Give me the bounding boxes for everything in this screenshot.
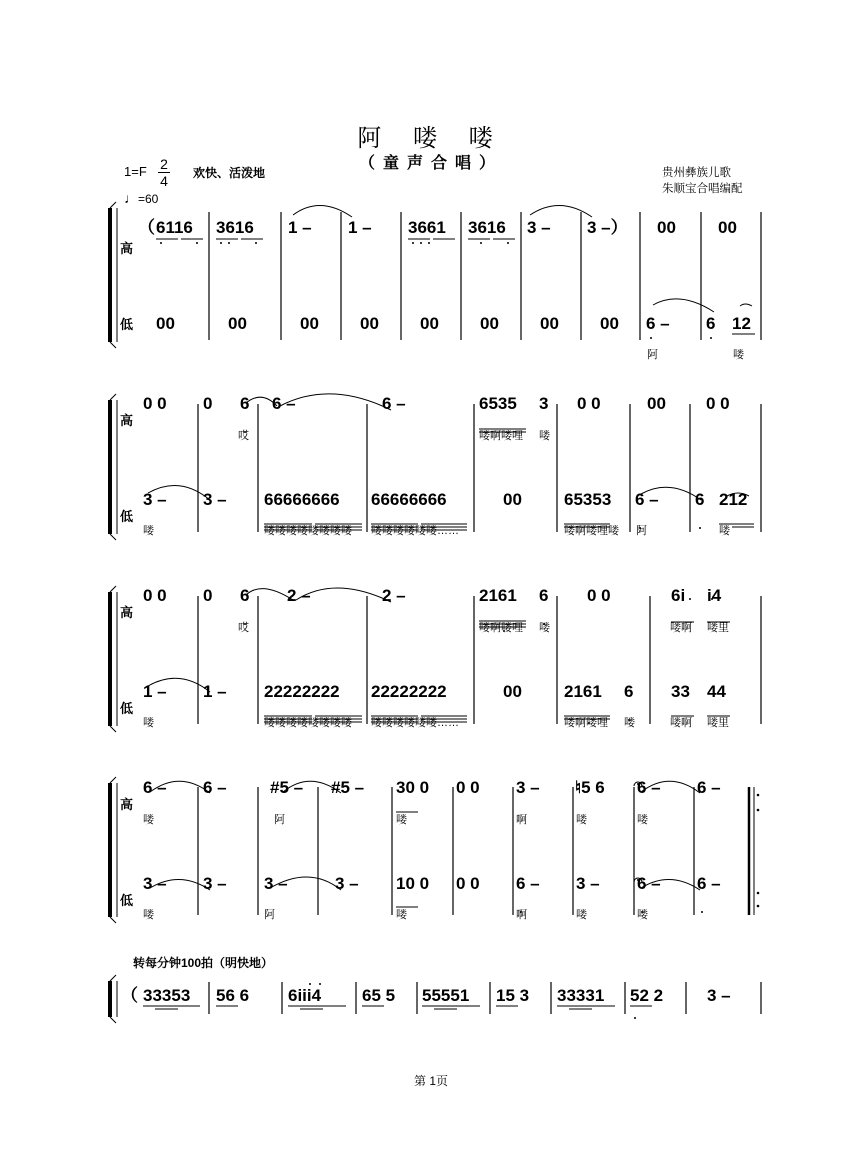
high-voice-lyric: 哎 [238,430,249,442]
voice-label-high: 高 [120,241,134,256]
quarter-note-icon: ♩ [124,190,138,206]
low-voice-lyric: 喽喽喽喽喽喽…… [371,717,459,729]
high-voice-note: 30 0 [396,778,430,797]
time-denominator: 4 [160,173,168,189]
high-voice-note: 6i [671,586,686,605]
low-voice-note: 00 [420,314,439,333]
intro-note: 65 5 [362,986,396,1005]
high-voice-note: 0 0 [456,778,480,797]
intro-note: 33331 [557,986,605,1005]
low-voice-note: 3 – [203,874,227,893]
high-voice-note: 6 – [143,778,167,797]
intro-note: 55551 [422,986,470,1005]
low-voice-note: 00 [540,314,559,333]
high-voice-lyric: 喽 [576,814,587,826]
high-voice-note: 6 [539,586,549,605]
high-voice-note: 00 [657,218,676,237]
voice-label-high: 高 [120,797,134,812]
high-voice-note: 00 [718,218,737,237]
low-voice-note: 00 [503,490,522,509]
intro-note: 15 3 [496,986,530,1005]
low-voice-lyric: 喽 [576,909,587,921]
low-voice-note: 33 [671,682,690,701]
voice-label-high: 高 [120,413,134,428]
intro-note: 56 6 [216,986,250,1005]
high-voice-lyric: 喽 [539,430,550,442]
high-voice-note: 6 – [637,778,661,797]
low-voice-lyric: 喽 [637,909,648,921]
high-voice-note: 0 [203,586,213,605]
low-voice-note: 00 [503,682,522,701]
low-voice-lyric: 阿 [264,909,275,921]
low-voice-note: 6 [695,490,705,509]
high-voice-note: 3 –） [587,218,628,237]
low-voice-note: 12 [732,314,751,333]
high-voice-lyric: 阿 [274,814,285,826]
low-voice-note: 212 [719,490,748,509]
intro-note: 52 2 [630,986,664,1005]
low-voice-note: 66666666 [371,490,447,509]
intro-note: 6iii4 [288,986,322,1005]
low-voice-note: 3 – [143,490,167,509]
low-voice-note: 00 [360,314,379,333]
low-voice-note: 6 – [516,874,540,893]
low-voice-note: 44 [707,682,726,701]
low-voice-note: 66666666 [264,490,340,509]
voice-label-high: 高 [120,605,134,620]
low-voice-note: 22222222 [264,682,340,701]
intro-note: 33353 [143,986,191,1005]
low-voice-note: 1 – [203,682,227,701]
high-voice-lyric: 喽啊喽哩 [479,430,523,442]
high-voice-note: 6 – [203,778,227,797]
low-voice-note: 6 – [697,874,721,893]
high-voice-note: 3 – [516,778,540,797]
song-subtitle: （童声合唱） [358,155,503,172]
low-voice-note: 10 0 [396,874,430,893]
low-voice-note: 0 0 [456,874,480,893]
high-voice-note: #5 – [331,778,365,797]
low-voice-note: 3 – [143,874,167,893]
high-voice-note: 2161 [479,586,517,605]
credit-source: 贵州彝族儿歌 [662,167,731,179]
high-voice-lyric: 哎 [238,622,249,634]
low-voice-lyric: 喽 [396,909,407,921]
high-voice-note: 0 0 [706,394,730,413]
high-voice-note: 2 – [382,586,406,605]
low-voice-lyric: 喽 [733,349,744,361]
high-voice-note: 0 0 [143,394,167,413]
low-voice-lyric: 喽 [624,717,635,729]
low-voice-lyric: 喽啊喽哩 [564,717,608,729]
voice-label-low: 低 [120,317,134,332]
high-voice-note: 6 [240,586,250,605]
voice-label-low: 低 [120,893,134,908]
low-voice-note: 00 [480,314,499,333]
high-voice-lyric: 啊 [516,814,527,826]
low-voice-note: 00 [156,314,175,333]
high-voice-lyric: 喽 [637,814,648,826]
low-voice-note: 22222222 [371,682,447,701]
high-voice-note: 6116 [156,218,193,237]
high-voice-note: ♮5 6 [575,778,605,797]
low-voice-lyric: 喽 [143,717,154,729]
expression-mark: 欢快、活泼地 [193,166,266,180]
high-voice-note: 0 [203,394,213,413]
high-voice-note: 3 [539,394,549,413]
high-voice-note: 6 [240,394,250,413]
low-voice-lyric: 喽喽喽喽喽喽喽喽 [264,717,352,729]
low-voice-note: 3 – [335,874,359,893]
high-voice-note: 6535 [479,394,517,413]
low-voice-note: 6 [706,314,716,333]
high-voice-lyric: 喽啊 [670,622,692,634]
low-voice-lyric: 喽里 [707,717,729,729]
high-voice-note: 6 – [382,394,406,413]
low-voice-lyric: 喽 [719,525,730,537]
high-voice-lyric: 喽 [143,814,154,826]
low-voice-note: 6 [624,682,634,701]
high-voice-note: 3616 [216,218,254,237]
high-voice-note: 0 0 [587,586,611,605]
high-voice-note: #5 – [270,778,304,797]
song-title: 阿 喽 喽 [357,124,505,152]
low-voice-note: 65353 [564,490,612,509]
low-voice-note: 00 [228,314,247,333]
high-voice-note: 6 – [697,778,721,797]
high-voice-note: 0 0 [143,586,167,605]
low-voice-note: 00 [300,314,319,333]
low-voice-note: 3 – [203,490,227,509]
high-voice-lyric: 喽 [396,814,407,826]
high-voice-lyric: 喽 [539,622,550,634]
high-voice-lyric: 喽啊喽哩 [479,622,523,634]
high-voice-lyric: 喽里 [707,622,729,634]
time-numerator: 2 [160,156,168,172]
low-voice-lyric: 啊 [516,909,527,921]
page-number: 第 1页 [413,1074,448,1088]
low-voice-note: 2161 [564,682,602,701]
low-voice-lyric: 喽喽喽喽喽喽喽喽 [264,525,352,537]
low-voice-lyric: 喽 [143,525,154,537]
high-voice-note: 3 – [527,218,551,237]
low-voice-note: 3 – [576,874,600,893]
low-voice-note: 3 – [264,874,288,893]
intro-note: 3 – [707,986,731,1005]
low-voice-lyric: 喽啊喽哩喽 [564,525,619,537]
high-voice-note: 3661 [408,218,446,237]
high-voice-note: 2 – [287,586,311,605]
tempo-change-mark: 转每分钟100拍（明快地） [133,956,274,970]
low-voice-note: 6 – [646,314,670,333]
high-voice-note: 0 0 [577,394,601,413]
voice-label-low: 低 [120,509,134,524]
low-voice-lyric: 喽喽喽喽喽喽…… [371,525,459,537]
high-voice-note: 1 – [288,218,312,237]
credit-arranger: 朱顺宝合唱编配 [662,183,743,195]
low-voice-note: 1 – [143,682,167,701]
low-voice-note: 00 [600,314,619,333]
tempo-marking: ♩=60 [124,190,159,206]
low-voice-lyric: 喽 [143,909,154,921]
high-voice-note: 00 [647,394,666,413]
high-voice-note: 6 – [272,394,296,413]
key-signature: 1=F [124,164,147,179]
intro-note: （ [121,986,138,1005]
low-voice-note: 6 – [635,490,659,509]
high-voice-note: i4 [707,586,722,605]
voice-label-low: 低 [120,701,134,716]
low-voice-lyric: 喽啊 [670,717,692,729]
low-voice-note: 6 – [637,874,661,893]
high-voice-note: 1 – [348,218,372,237]
high-voice-note: （ [138,218,155,237]
low-voice-lyric: 阿 [647,349,658,361]
high-voice-note: 3616 [468,218,506,237]
low-voice-lyric: 阿 [636,525,647,537]
